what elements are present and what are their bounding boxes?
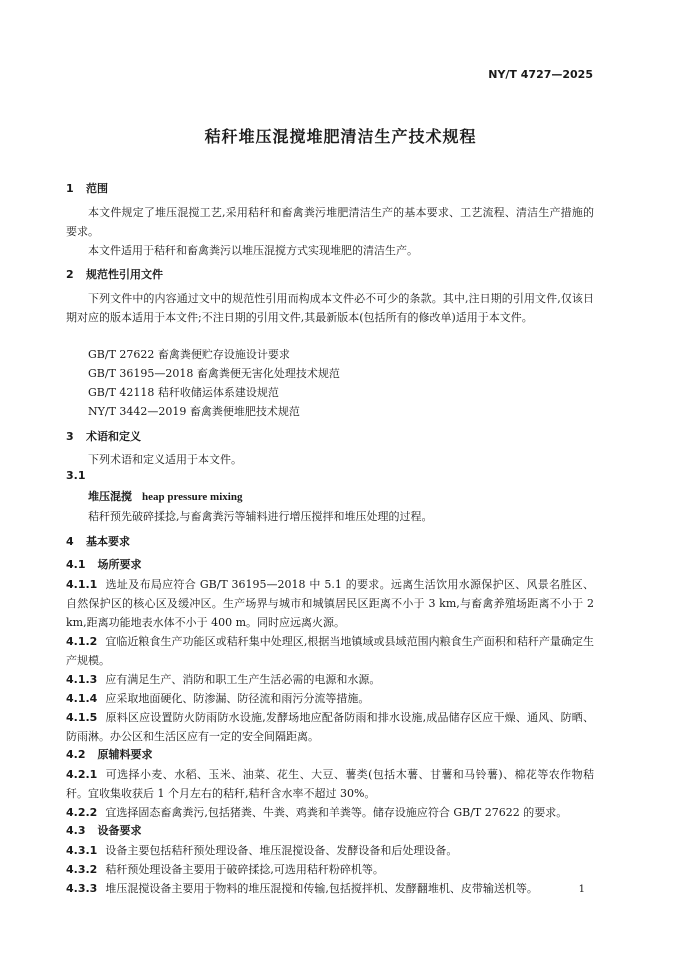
paragraph: 下列文件中的内容通过文中的规范性引用而构成本文件必不可少的条款。其中,注日期的引用文件,仅该日期对应的版本适用于本文件;不注日期的引用文件,其最新版本(包括所有的修改单)适用于本文件。 [66, 292, 594, 324]
clause: 4.1.3 应有满足生产、消防和职工生产生活必需的电源和水源。 [66, 673, 381, 686]
reference-item: GB/T 42118 秸秆收储运体系建设规范 [88, 386, 279, 399]
section-heading-2: 2 规范性引用文件 [66, 268, 163, 281]
clause: 4.2.1 可选择小麦、水稻、玉米、油菜、花生、大豆、薯类(包括木薯、甘薯和马铃薯)、棉花等农作物秸秆。宜收集收获后 1 个月左右的秸秆,秸秆含水率不超过 30%。 [66, 768, 594, 800]
clause: 4.1.5 原料区应设置防火防雨防水设施,发酵场地应配备防雨和排水设施,成品储存区应干燥、通风、防晒、防雨淋。办公区和生活区应有一定的安全间隔距离。 [66, 711, 594, 743]
section-heading-1: 1 范围 [66, 182, 108, 195]
term-number: 3.1 [66, 469, 86, 482]
clause: 4.2.2 宜选择固态畜禽粪污,包括猪粪、牛粪、鸡粪和羊粪等。储存设施应符合 GB/T 27622 的要求。 [66, 806, 568, 819]
reference-item: NY/T 3442—2019 畜禽粪便堆肥技术规范 [88, 405, 300, 418]
standard-number: NY/T 4727—2025 [488, 68, 593, 81]
subsection-heading: 4.2 原辅料要求 [66, 748, 153, 761]
term-definition: 秸秆预先破碎揉捻,与畜禽粪污等辅料进行增压搅拌和堆压处理的过程。 [88, 510, 433, 523]
section-heading-4: 4 基本要求 [66, 535, 130, 548]
term-heading: 堆压混搅 heap pressure mixing [88, 490, 243, 503]
page-number: 1 [578, 884, 585, 895]
subsection-heading: 4.3 设备要求 [66, 824, 142, 837]
paragraph: 下列术语和定义适用于本文件。 [88, 453, 242, 466]
reference-item: GB/T 27622 畜禽粪便贮存设施设计要求 [88, 348, 290, 361]
clause: 4.3.1 设备主要包括秸秆预处理设备、堆压混搅设备、发酵设备和后处理设备。 [66, 844, 458, 857]
clause: 4.3.2 秸秆预处理设备主要用于破碎揉捻,可选用秸秆粉碎机等。 [66, 863, 384, 876]
subsection-heading: 4.1 场所要求 [66, 558, 142, 571]
clause: 4.1.4 应采取地面硬化、防渗漏、防径流和雨污分流等措施。 [66, 692, 370, 705]
paragraph: 本文件适用于秸秆和畜禽粪污以堆压混搅方式实现堆肥的清洁生产。 [88, 244, 418, 257]
reference-item: GB/T 36195—2018 畜禽粪便无害化处理技术规范 [88, 367, 340, 380]
paragraph: 本文件规定了堆压混搅工艺,采用秸秆和畜禽粪污堆肥清洁生产的基本要求、工艺流程、清洁生产措施的要求。 [66, 206, 594, 238]
clause: 4.1.2 宜临近粮食生产功能区或秸秆集中处理区,根据当地镇域或县域范围内粮食生产面积和秸秆产量确定生产规模。 [66, 635, 594, 667]
clause: 4.3.3 堆压混搅设备主要用于物料的堆压混搅和传输,包括搅拌机、发酵翻堆机、皮带输送机等。 [66, 882, 538, 895]
document-title: 秸秆堆压混搅堆肥清洁生产技术规程 [204, 127, 477, 146]
section-heading-3: 3 术语和定义 [66, 430, 141, 443]
clause: 4.1.1 选址及布局应符合 GB/T 36195—2018 中 5.1 的要求。远离生活饮用水源保护区、风景名胜区、自然保护区的核心区及缓冲区。生产场界与城市和城镇居民区距离不小于 3 km,与畜禽养殖场距离不小于 2 km,距离功能地表水体不小于 400 m。同时应远离火源。 [66, 578, 594, 629]
